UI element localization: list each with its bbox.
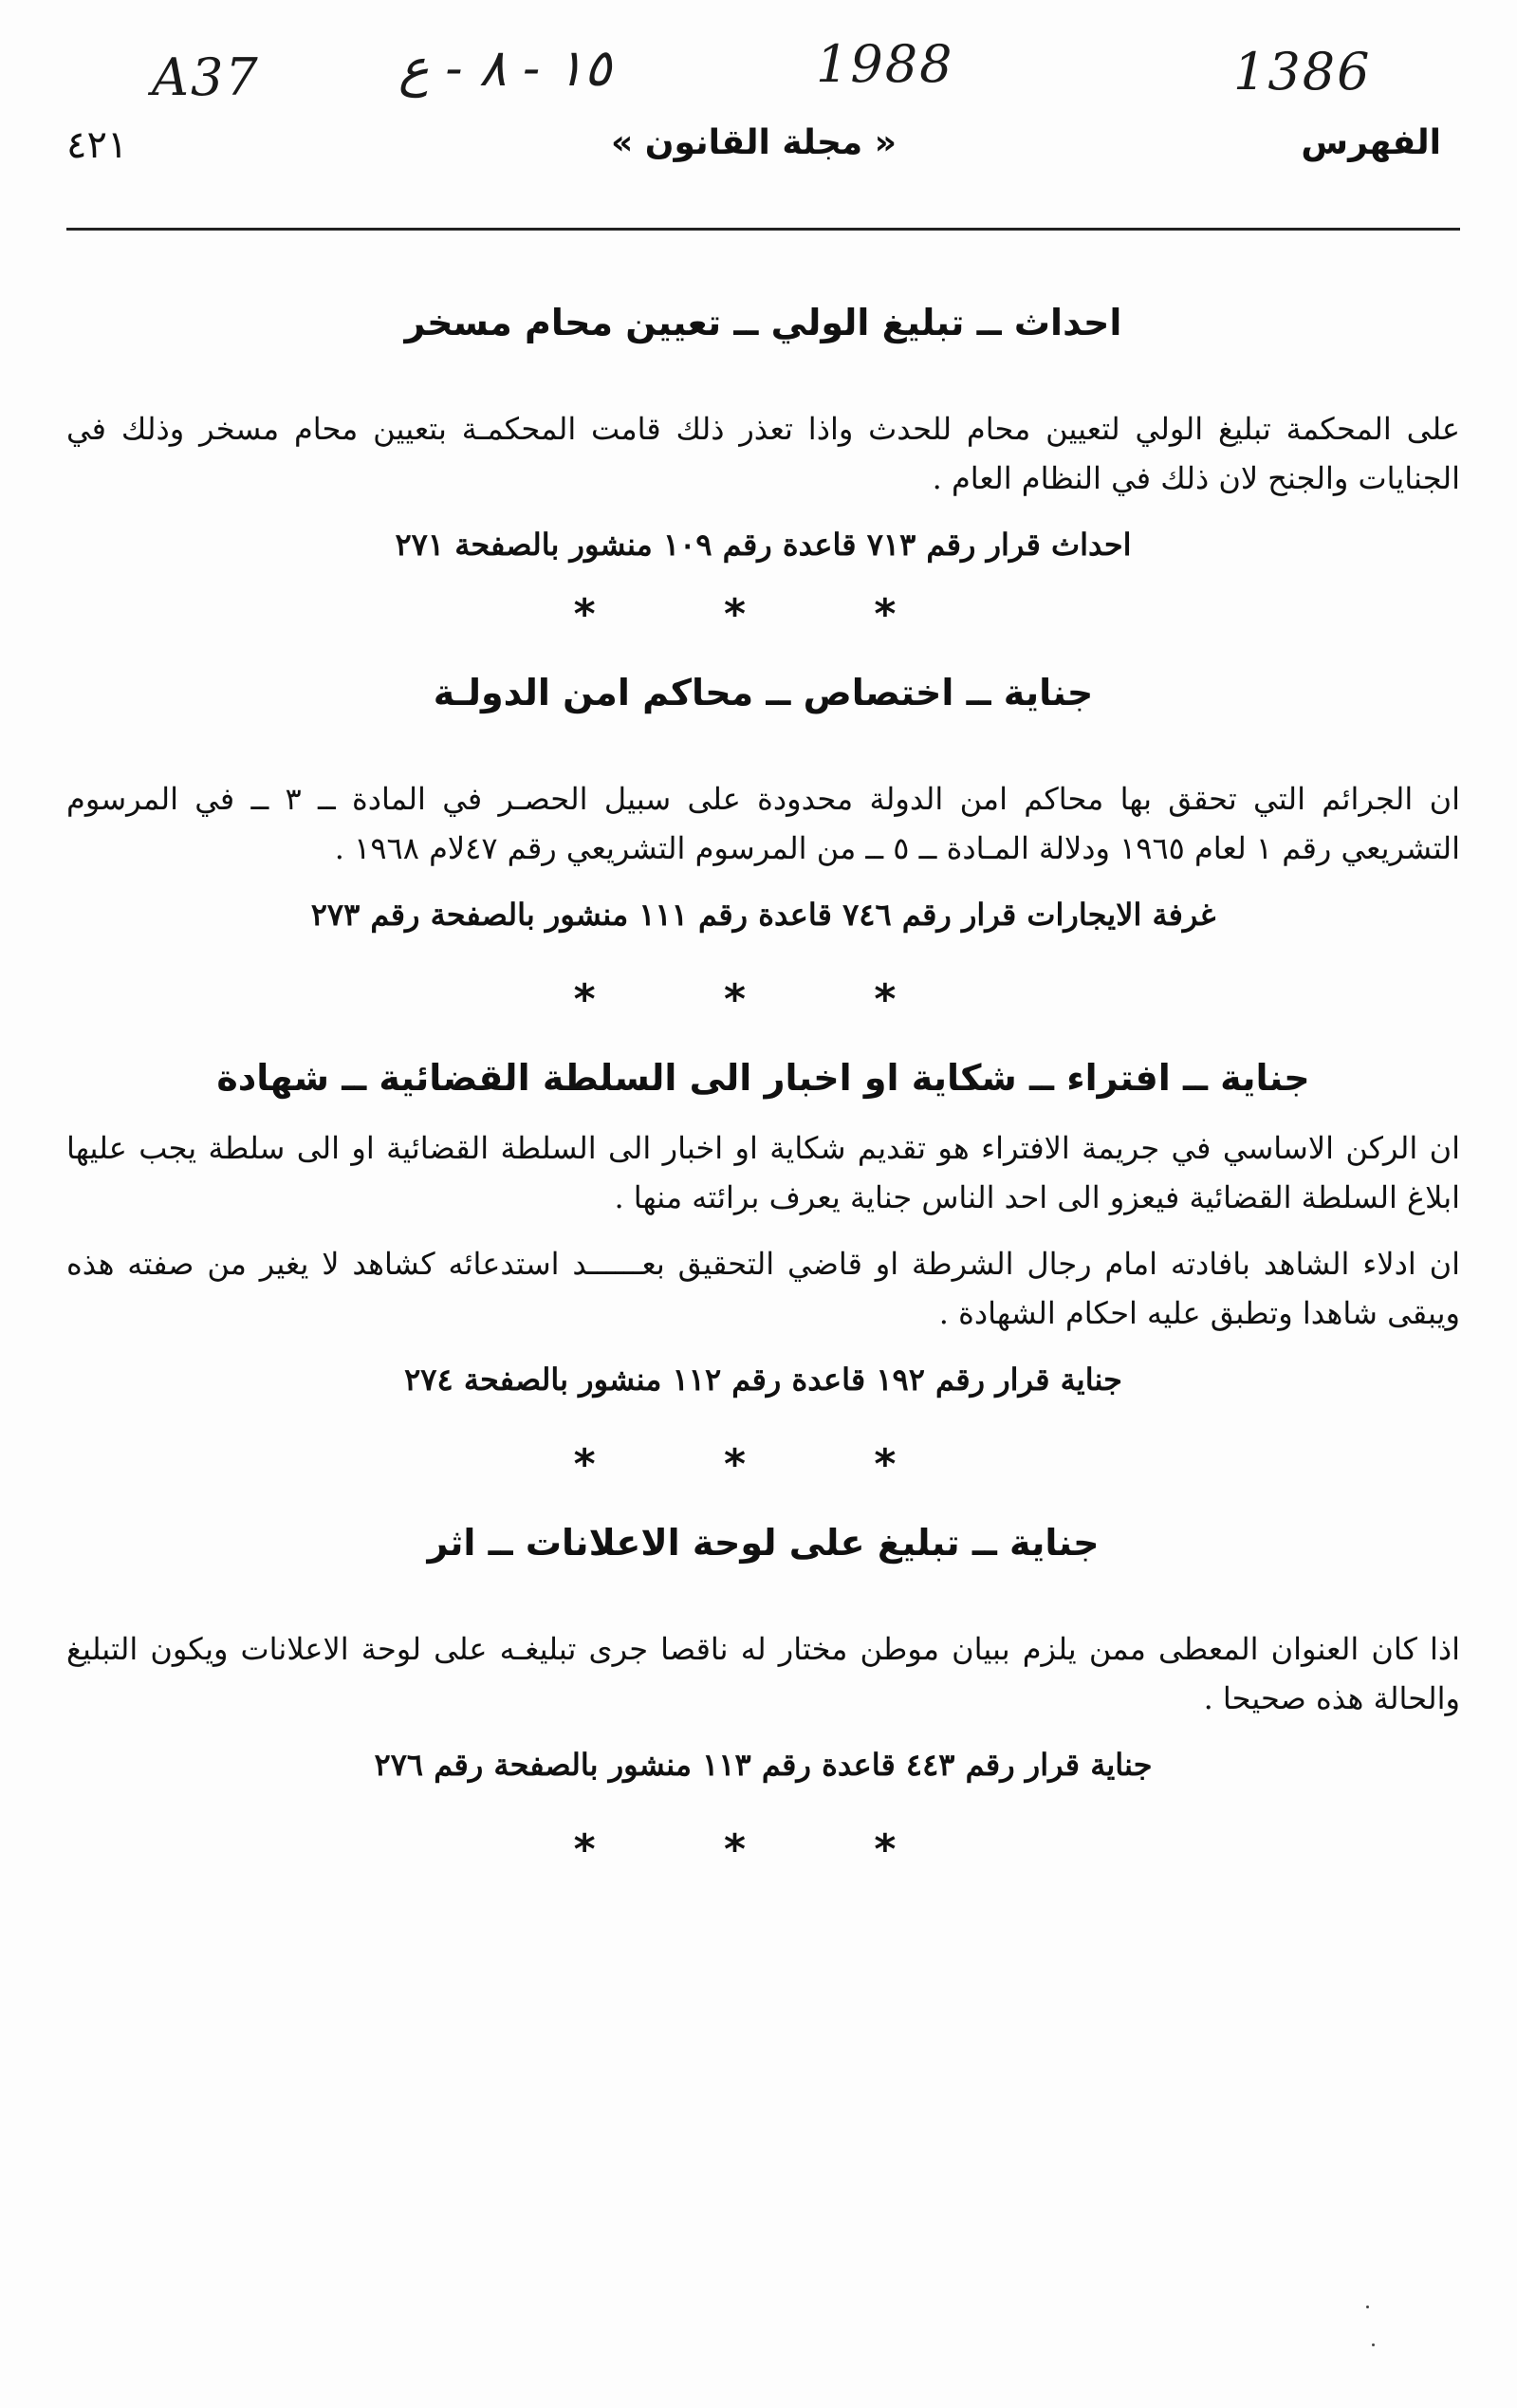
separator-stars: * * * [573, 1440, 953, 1489]
entry-citation: جناية قرار رقم ١٩٢ قاعدة رقم ١١٢ منشور بالصفحة ٢٧٤ [404, 1361, 1122, 1398]
entry-paragraph: على المحكمة تبليغ الولي لتعيين محام للحدث واذا تعذر ذلك قامت المحكمـة بتعيين محام مسخر وذلك في الجنايات والجنح لان ذلك في النظام العام . [66, 411, 1460, 496]
handwritten-date: ١٥ - ٨ - ع [398, 38, 612, 98]
index-content [66, 256, 1460, 1879]
scan-speck [1366, 2306, 1369, 2308]
entry-title: جناية ــ تبليغ على لوحة الاعلانات ــ اثر [427, 1522, 1100, 1564]
running-header [66, 116, 1441, 182]
entry-paragraph: ان الركن الاساسي في جريمة الافتراء هو تقديم شكاية او اخبار الى السلطة القضائية او الى سلطة يجب عليها ابلاغ السلطة القضائية فيعزو الى احد الناس جناية يعرف برائته منها . [66, 1130, 1460, 1215]
separator-stars: * * * [573, 1825, 953, 1874]
entry-paragraph: اذا كان العنوان المعطى ممن يلزم ببيان موطن مختار له ناقصا جرى تبليغـه على لوحة الاعلانات ويكون التبليغ والحالة هذه صحيحا . [66, 1631, 1460, 1716]
handwritten-year: 1988 [816, 34, 954, 94]
entry-title: جناية ــ افتراء ــ شكاية او اخبار الى السلطة القضائية ــ شهادة [216, 1057, 1310, 1099]
entry-citation: احداث قرار رقم ٧١٣ قاعدة رقم ١٠٩ منشور بالصفحة ٢٧١ [395, 527, 1132, 563]
page-number: ٤٢١ [66, 123, 128, 167]
entry-title: جناية ــ اختصاص ــ محاكم امن الدولـة [433, 672, 1094, 713]
journal-title: « مجلة القانون » [611, 123, 897, 162]
handwritten-number: 1386 [1233, 42, 1372, 102]
entry-citation: جناية قرار رقم ٤٤٣ قاعدة رقم ١١٣ منشور بالصفحة رقم ٢٧٦ [374, 1747, 1153, 1783]
separator-stars: * * * [573, 590, 953, 639]
entry-citation: غرفة الايجارات قرار رقم ٧٤٦ قاعدة رقم ١١١ منشور بالصفحة رقم ٢٧٣ [310, 897, 1216, 933]
entry-title: احداث ــ تبليغ الولي ــ تعيين محام مسخر [404, 302, 1122, 343]
entry-paragraph: ان ادلاء الشاهد بافادته امام رجال الشرطة او قاضي التحقيق بعــــــد استدعائه كشاهد لا يغير من صفته هذه ويبقى شاهدا وتطبق عليه احكام الشهادة . [66, 1246, 1460, 1331]
section-name: الفهرس [1301, 123, 1441, 162]
handwritten-code: A37 [152, 47, 260, 107]
scan-speck [1372, 2343, 1375, 2346]
separator-stars: * * * [573, 975, 953, 1024]
header-rule [66, 228, 1460, 231]
entry-paragraph: ان الجرائم التي تحقق بها محاكم امن الدولة محدودة على سبيل الحصـر في المادة ــ ٣ ــ في المرسوم التشريعي رقم ١ لعام ١٩٦٥ ودلالة المـادة ــ ٥ ــ من المرسوم التشريعي رقم ٤٧لام ١٩٦٨ . [66, 781, 1461, 866]
